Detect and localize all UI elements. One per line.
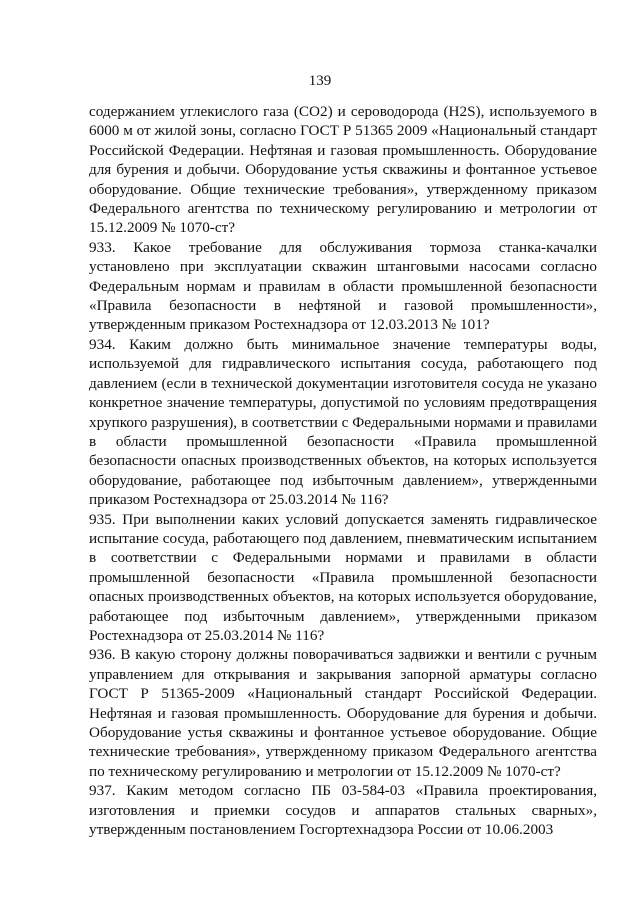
paragraph-continuation: содержанием углекислого газа (CO2) и сероводорода (H2S), используемого в 6000 м от жилой зоны, согласно ГОСТ Р 51365 2009 «Национальный стандарт Российской Федерации. Нефтяная и газовая промышленность. Оборудование для бурения и добычи. Оборудование устья скважины и фонтанное устьевое оборудование. Общие технические требования», утвержденному приказом Федерального агентства по техническому регулированию и метрологии от 15.12.2009 № 1070-ст? [89,103,597,237]
question-934: 934. Каким должно быть минимальное значение температуры воды, используемой для гидравлического испытания сосуда, работающего под давлением (если в технической документации изготовителя сосуда не указано конкретное значение температуры, допустимой по условиям предотвращения хрупкого разрушения), в соответствии с Федеральными нормами и правилами в области промышленной безопасности «Правила промышленной безопасности опасных производственных объектов, на которых используется оборудование, работающее под избыточным давлением», утвержденными приказом Ростехнадзора от 25.03.2014 № 116? [89,335,597,509]
question-936: 936. В какую сторону должны поворачиваться задвижки и вентили с ручным управлением для открывания и закрывания запорной арматуры согласно ГОСТ Р 51365-2009 «Национальный стандарт Российской Федерации. Нефтяная и газовая промышленность. Оборудование для бурения и добычи. Оборудование устья скважины и фонтанное устьевое оборудование. Общие технические требования», утвержденному приказом Федерального агентства по техническому регулированию и метрологии от 15.12.2009 № 1070-ст? [89,646,597,780]
page-number: 139 [308,73,332,89]
question-937: 937. Каким методом согласно ПБ 03-584-03 «Правила проектирования, изготовления и приемки сосудов и аппаратов стальных сварных», утвержденным постановлением Госгортехнадзора России от 10.06.2003 [89,782,597,839]
question-933: 933. Какое требование для обслуживания тормоза станка-качалки установлено при эксплуатации скважин штанговыми насосами согласно Федеральным нормам и правилам в области промышленной безопасности «Правила безопасности в нефтяной и газовой промышленности», утвержденным приказом Ростехнадзора от 12.03.2013 № 101? [89,238,597,334]
document-body [89,102,597,839]
question-935: 935. При выполнении каких условий допускается заменять гидравлическое испытание сосуда, работающего под давлением, пневматическим испытанием в соответствии с Федеральными нормами и правилами в области промышленной безопасности «Правила промышленной безопасности опасных производственных объектов, на которых используется оборудование, работающее под избыточным давлением», утвержденными приказом Ростехнадзора от 25.03.2014 № 116? [89,510,597,644]
